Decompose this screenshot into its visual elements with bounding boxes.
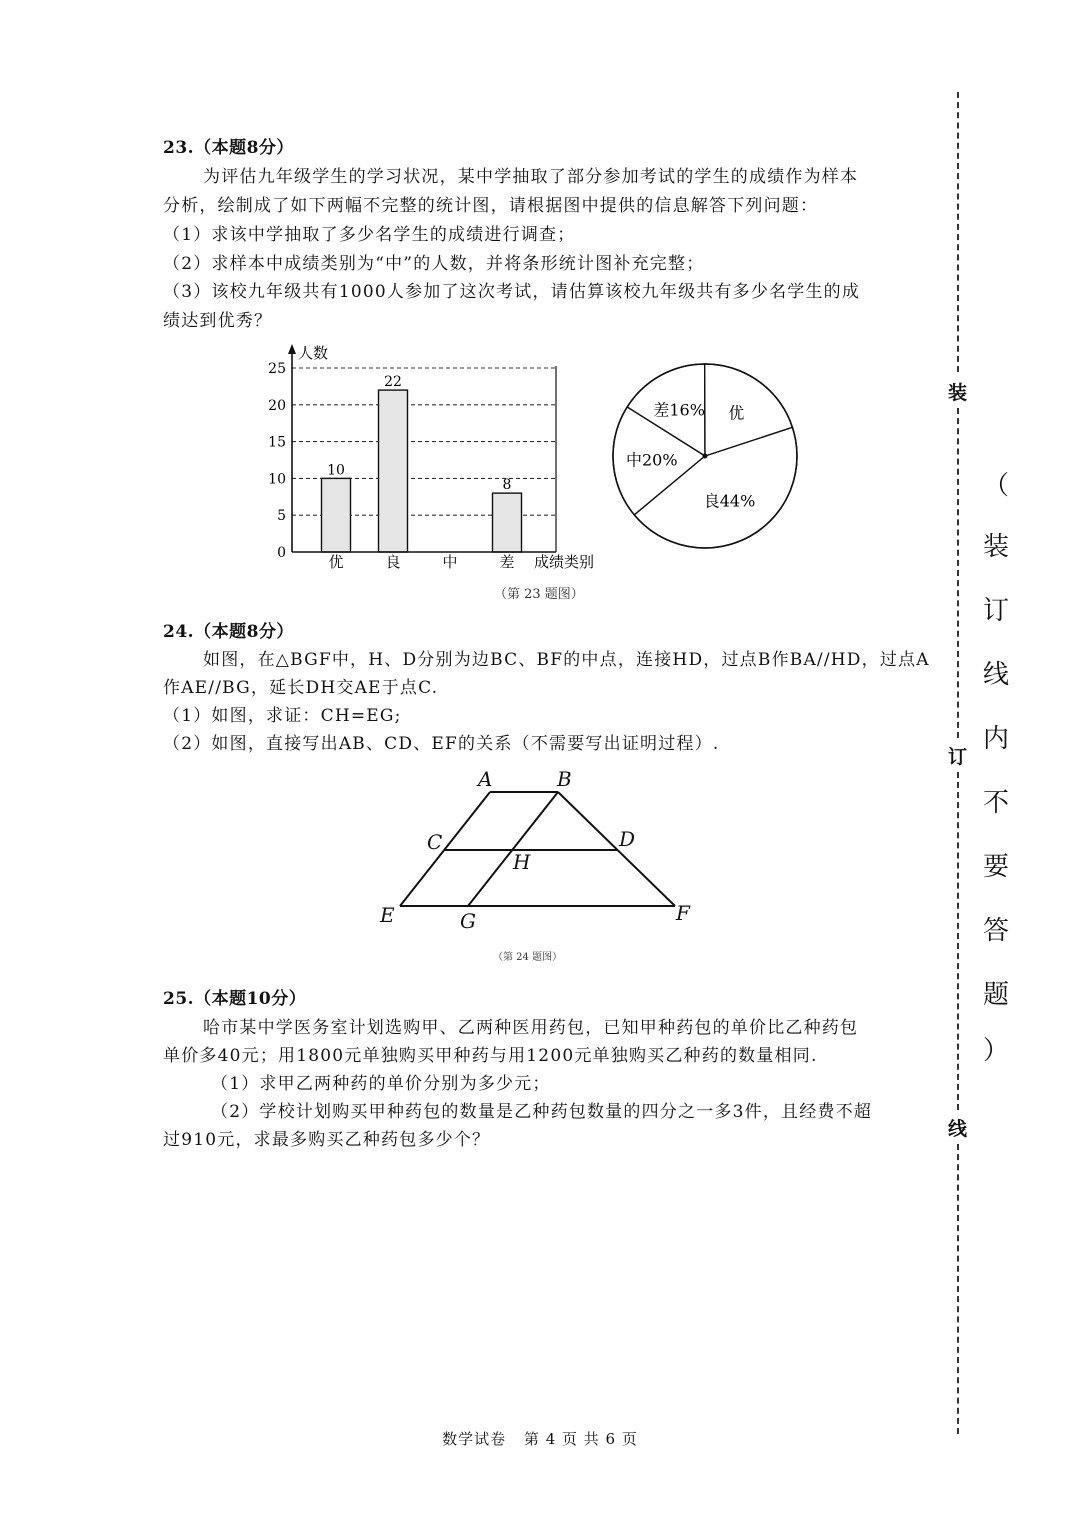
point-d: D: [619, 827, 636, 851]
warning-char: 线: [983, 660, 1010, 690]
footer-page: 第 4 页 共 6 页: [523, 1430, 638, 1448]
y-tick-label: 25: [268, 361, 286, 377]
q23-line-2: 分析，绘制成了如下两幅不完整的统计图，请根据图中提供的信息解答下列问题：: [163, 196, 819, 216]
point-b: B: [557, 767, 572, 791]
pie-slice-label: 良44%: [703, 491, 756, 511]
q24-line-3: （1）如图，求证：CH=EG;: [163, 706, 402, 726]
bar-chart: [268, 338, 628, 578]
pie-slice-label: 中20%: [625, 450, 678, 470]
warning-char: 订: [983, 596, 1010, 626]
q23-line-5: （3）该校九年级共有1000人参加了这次考试，请估算该校九年级共有多少名学生的成: [163, 282, 861, 302]
point-f: F: [676, 901, 690, 925]
y-tick-label: 5: [277, 508, 286, 525]
point-c: C: [427, 830, 443, 854]
q24-title: 24.（本题8分）: [163, 622, 294, 642]
binding-mark-zhuang: 装: [948, 382, 968, 404]
q23-line-4: （2）求样本中成绩类别为“中”的人数，并将条形统计图补充完整；: [163, 254, 705, 274]
bar: [322, 478, 351, 552]
q25-line-5: 过910元，求最多购买乙种药包多少个？: [163, 1130, 491, 1150]
q24-line-4: （2）如图，直接写出AB、CD、EF的关系（不需要写出证明过程）.: [163, 734, 720, 754]
q23-title: 23.（本题8分）: [163, 138, 294, 158]
q24-line-2: 作AE//BG，延长DH交AE于点C.: [163, 678, 439, 698]
binding-dash-1: [957, 92, 959, 372]
point-g: G: [460, 909, 476, 933]
q24-caption: （第 24 题图）: [493, 952, 563, 963]
footer-subject: 数学试卷: [442, 1430, 507, 1448]
q25-line-4: （2）学校计划购买甲种药包的数量是乙种药包数量的四分之一多3件，且经费不超: [211, 1102, 873, 1122]
binding-dash-3: [957, 772, 959, 1110]
q25-line-2: 单价多40元；用1800元单独购买甲种药与用1200元单独购买乙种药的数量相同.: [163, 1046, 818, 1066]
x-tick-label: 差: [499, 553, 515, 571]
binding-mark-ding: 订: [948, 746, 968, 768]
y-axis-arrow: [288, 344, 296, 354]
x-axis-label: 成绩类别: [534, 553, 595, 571]
q25-line-3: （1）求甲乙两种药的单价分别为多少元；: [211, 1074, 551, 1094]
warning-close-paren: ）: [983, 1036, 1010, 1066]
warning-char: 答: [983, 916, 1010, 946]
y-tick-label: 15: [268, 434, 286, 451]
warning-char: 内: [983, 724, 1010, 754]
geometry-figure: [370, 762, 710, 937]
warning-char: 装: [983, 532, 1010, 562]
q23-caption: （第 23 题图）: [494, 587, 584, 602]
page-footer: [0, 1428, 1080, 1449]
binding-dash-4: [957, 1144, 959, 1434]
binding-dash-2: [957, 408, 959, 738]
q23-line-3: （1）求该中学抽取了多少名学生的成绩进行调查；: [163, 225, 576, 245]
y-tick-label: 10: [268, 471, 286, 488]
pie-slice-label: 差16%: [653, 400, 705, 420]
point-e: E: [380, 903, 395, 927]
binding-mark-xian: 线: [948, 1118, 968, 1140]
x-tick-label: 优: [328, 553, 344, 571]
q24-line-1: 如图，在△BGF中，H、D分别为边BC、BF的中点，连接HD，过点B作BA//HD，过点A: [203, 650, 930, 670]
point-a: A: [478, 767, 493, 791]
y-tick-label: 20: [268, 397, 286, 414]
q25-title: 25.（本题10分）: [163, 989, 307, 1009]
pie-chart: [600, 348, 810, 558]
pie-slice-label: 优: [728, 403, 745, 423]
q25-line-1: 哈市某中学医务室计划选购甲、乙两种医用药包，已知甲种药包的单价比乙种药包: [203, 1018, 859, 1038]
bar-data-label: 8: [502, 477, 512, 494]
y-tick-label: 0: [277, 545, 286, 561]
q23-line-6: 绩达到优秀？: [163, 311, 273, 331]
pie-center: [703, 454, 708, 459]
warning-char: 题: [983, 980, 1010, 1010]
warning-open-paren: （: [983, 471, 1010, 501]
warning-char: 要: [983, 852, 1010, 882]
warning-char: 不: [983, 788, 1010, 818]
q23-line-1: 为评估九年级学生的学习状况，某中学抽取了部分参加考试的学生的成绩作为样本: [203, 167, 859, 187]
y-axis-label: 人数: [298, 344, 329, 362]
bar-data-label: 22: [384, 374, 402, 391]
x-tick-label: 良: [385, 553, 401, 571]
x-tick-label: 中: [442, 553, 458, 571]
point-h: H: [513, 850, 531, 874]
bar-data-label: 10: [327, 462, 345, 479]
bar: [379, 390, 408, 552]
bar: [493, 493, 522, 552]
